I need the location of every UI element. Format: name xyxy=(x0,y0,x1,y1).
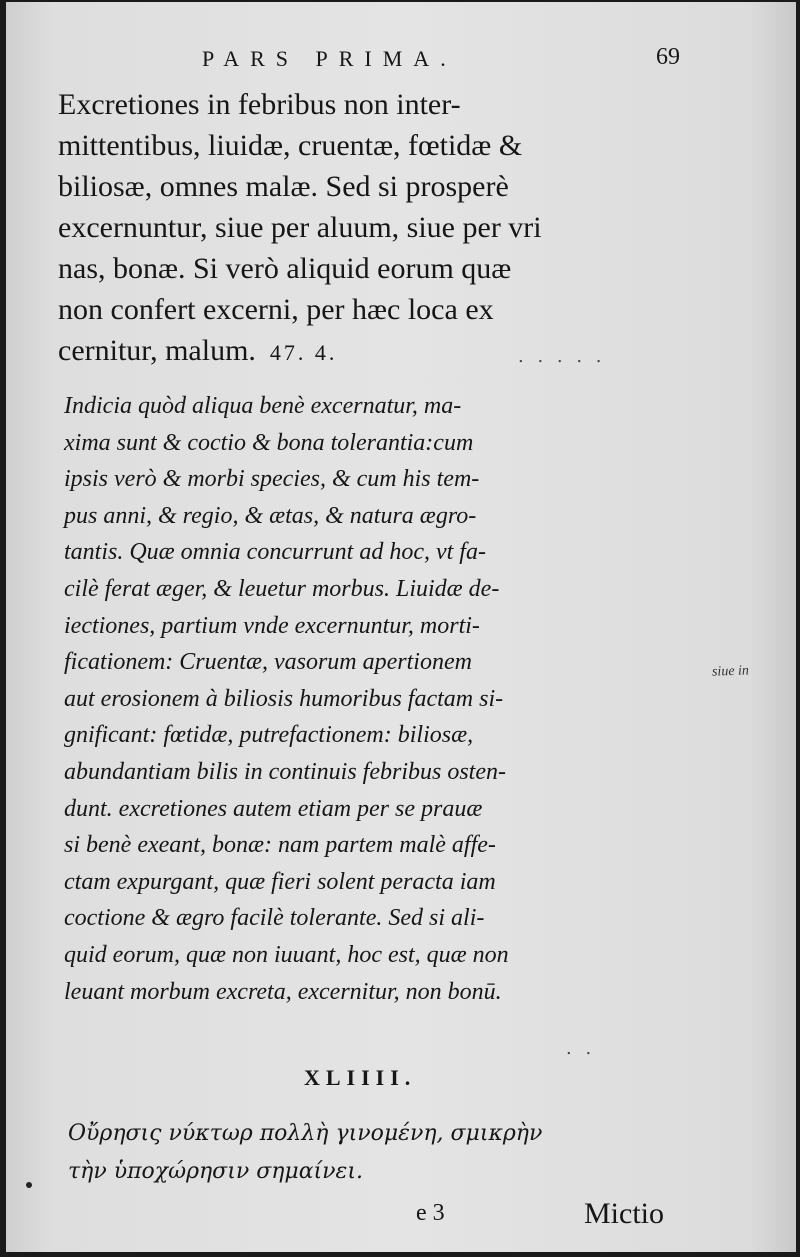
commentary-text xyxy=(64,388,684,1010)
signature-mark: e 3 xyxy=(416,1200,445,1226)
aphorism-reference: 47. 4. xyxy=(269,340,338,365)
section-number: XLIIII. xyxy=(304,1065,417,1090)
text-line: tantis. Quæ omnia concurrunt ad hoc, vt fa- xyxy=(64,539,486,566)
text-line: gnificant: fœtidæ, putrefactionem: biliosæ, xyxy=(64,722,474,749)
text-line: mittentibus, liuidæ, cruentæ, fœtidæ & xyxy=(58,129,523,162)
text-line: nas, bonæ. Si verò aliquid eorum quæ xyxy=(58,252,512,285)
text-line: excernuntur, siue per aluum, siue per vri xyxy=(58,211,542,244)
text-line: ficationem: Cruentæ, vasorum apertionem xyxy=(64,649,472,676)
running-title: PARS PRIMA. xyxy=(202,46,457,71)
greek-aphorism xyxy=(68,1115,708,1191)
aphorism-text xyxy=(58,84,683,373)
text-line: Indicia quòd aliqua benè excernatur, ma- xyxy=(64,393,462,419)
running-header xyxy=(6,46,796,80)
text-line: quid eorum, quæ non iuuant, hoc est, quæ non xyxy=(64,941,509,968)
ink-specks: . . xyxy=(566,1038,596,1059)
text-line: τὴν ὑποχώρησιν σημαίνει. xyxy=(68,1159,363,1184)
ink-specks: . . . . . xyxy=(518,346,606,367)
text-line: dunt. excretiones autem etiam per se prauæ xyxy=(64,795,483,822)
text-line: abundantiam bilis in continuis febribus osten- xyxy=(64,758,506,785)
text-line: cilè ferat æger, & leuetur morbus. Liuidæ de- xyxy=(64,575,500,602)
text-line: coctione & ægro facilè tolerante. Sed si ali- xyxy=(64,905,485,932)
text-line: Οὔρησις νύκτωρ πολλὴ γινομένη, σμικρὴν xyxy=(68,1121,543,1146)
book-page xyxy=(6,2,796,1252)
text-line: ctam expurgant, quæ fieri solent peracta iam xyxy=(64,868,496,895)
text-line: aut erosionem à biliosis humoribus factam si- xyxy=(64,685,504,712)
text-line: ipsis verò & morbi species, & cum his tem- xyxy=(64,466,480,493)
text-line: cernitur, malum. xyxy=(58,334,256,367)
handwritten-margin-note: siue in xyxy=(711,663,750,680)
text-line: pus anni, & regio, & ætas, & natura ægro- xyxy=(64,502,477,529)
text-line: si benè exeant, bonæ: nam partem malè affe- xyxy=(64,832,496,859)
text-line: Excretiones in febribus non inter- xyxy=(58,88,461,121)
text-line: xima sunt & coctio & bona tolerantia:cum xyxy=(64,429,474,456)
page-number: 69 xyxy=(656,44,680,70)
catchword: Mictio xyxy=(584,1197,664,1230)
text-line: non confert excerni, per hæc loca ex xyxy=(58,293,494,326)
text-line: leuant morbum excreta, excernitur, non bonū. xyxy=(64,978,502,1005)
text-line: biliosæ, omnes malæ. Sed si prosperè xyxy=(58,170,509,203)
text-line: iectiones, partium vnde excernuntur, morti- xyxy=(64,612,480,639)
ink-speck xyxy=(26,1182,32,1188)
